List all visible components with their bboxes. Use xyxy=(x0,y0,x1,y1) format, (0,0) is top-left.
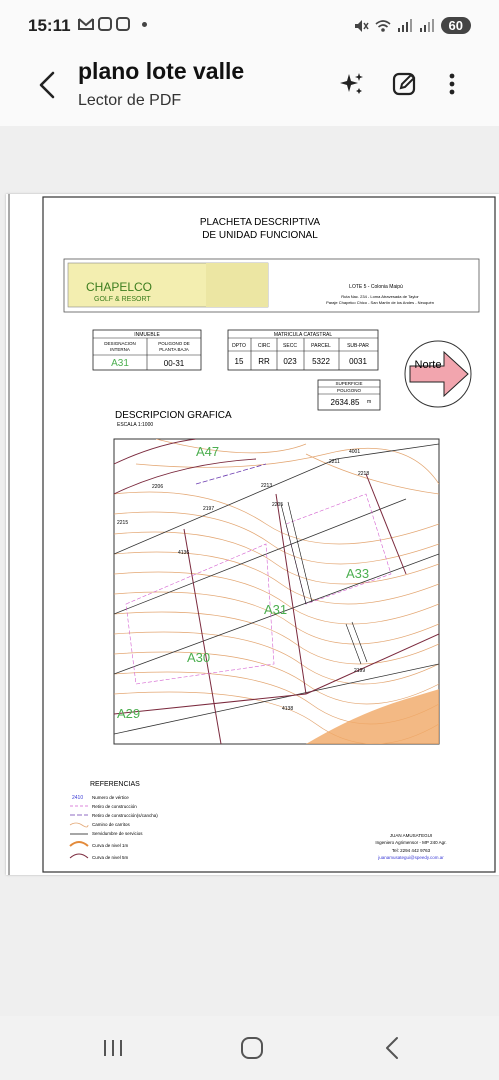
svg-text:POLIGONO DE: POLIGONO DE xyxy=(158,341,190,346)
signal-icon xyxy=(419,19,435,33)
superficie-value: 2634.85 xyxy=(330,398,360,407)
vertex-label: 2218 xyxy=(358,471,370,477)
clock: 15:11 xyxy=(28,16,71,35)
status-bar xyxy=(0,0,499,54)
plan-drawing xyxy=(6,194,499,875)
svg-text:SECC: SECC xyxy=(283,343,297,349)
svg-text:Curva de nivel 5m: Curva de nivel 5m xyxy=(92,855,129,860)
wifi-icon xyxy=(375,19,391,33)
svg-text:Retiro de construcción(s/canch: Retiro de construcción(s/cancha) xyxy=(92,813,158,818)
vertex-label: 4136 xyxy=(178,550,190,556)
vertex-label: 4001 xyxy=(349,449,361,455)
recent-apps-icon[interactable] xyxy=(93,1034,133,1062)
svg-text:RR: RR xyxy=(258,357,270,366)
vertex-label: 2205 xyxy=(272,502,284,508)
svg-text:Numero de vértice: Numero de vértice xyxy=(92,795,129,800)
svg-text:0031: 0031 xyxy=(349,357,367,366)
inmueble-polygon: 00-31 xyxy=(163,359,185,368)
ai-sparkle-icon[interactable] xyxy=(338,70,366,98)
nav-back-icon[interactable] xyxy=(372,1034,412,1062)
site-plan-map xyxy=(114,439,443,744)
vertex-label: 2199 xyxy=(354,668,366,674)
header-line2: DE UNIDAD FUNCIONAL xyxy=(202,230,318,241)
svg-text:Camino de carritos: Camino de carritos xyxy=(92,822,130,827)
legend xyxy=(70,795,158,860)
vertex-label: 2215 xyxy=(117,520,129,526)
svg-text:DPTO: DPTO xyxy=(232,343,246,349)
vertex-label: 2211 xyxy=(329,459,340,465)
svg-text:INTERNA: INTERNA xyxy=(110,347,130,352)
mute-icon xyxy=(353,18,369,34)
back-icon[interactable] xyxy=(36,70,58,100)
signature-name: JUAN AMUSATEGUI xyxy=(389,833,433,838)
svg-text:Retiro de construcción: Retiro de construcción xyxy=(92,804,137,809)
svg-text:2410: 2410 xyxy=(72,795,84,801)
refs-title: REFERENCIAS xyxy=(90,781,140,788)
lot-label: A47 xyxy=(196,444,220,459)
system-nav-bar xyxy=(0,1016,499,1080)
svg-text:Curva de nivel 1m: Curva de nivel 1m xyxy=(92,843,129,848)
app-bar xyxy=(0,54,499,127)
vertex-label: 2213 xyxy=(261,483,273,489)
edit-icon[interactable] xyxy=(391,70,419,98)
desc-title: DESCRIPCION GRAFICA xyxy=(115,410,232,421)
lot-title: LOTE 5 - Colonia Maipú xyxy=(349,284,403,290)
notification-icons xyxy=(78,17,147,31)
north-label: Norte xyxy=(414,359,442,371)
svg-text:CIRC: CIRC xyxy=(257,343,271,349)
svg-text:PARCEL: PARCEL xyxy=(311,343,331,349)
lot-label: A31 xyxy=(264,602,288,617)
inmueble-designation: A31 xyxy=(111,358,129,369)
lot-label: A30 xyxy=(187,650,211,665)
pdf-viewer[interactable] xyxy=(0,126,499,1016)
signal-icon xyxy=(397,19,413,33)
vertex-label: 4138 xyxy=(282,706,294,712)
svg-text:MATRICULA CATASTRAL: MATRICULA CATASTRAL xyxy=(273,332,333,338)
svg-text:5322: 5322 xyxy=(312,357,330,366)
vertex-label: 2206 xyxy=(152,484,164,490)
svg-text:DESIGNACION: DESIGNACION xyxy=(104,341,136,346)
svg-text:023: 023 xyxy=(283,357,297,366)
more-options-icon[interactable] xyxy=(438,70,466,98)
scale-label: ESCALA 1:1000 xyxy=(117,422,154,428)
svg-text:INMUEBLE: INMUEBLE xyxy=(134,332,160,338)
battery-indicator: 60 xyxy=(441,17,471,34)
north-arrow-icon xyxy=(405,341,471,407)
lot-addr2: Paraje Chapelco Chico - San Martín de los Andes - Neuquén xyxy=(326,300,434,305)
brand-sub: GOLF & RESORT xyxy=(94,296,151,303)
header-line1: PLACHETA DESCRIPTIVA xyxy=(199,217,321,228)
lot-label: A33 xyxy=(346,566,370,581)
svg-text:SUPERFICIE: SUPERFICIE xyxy=(335,381,363,386)
vertex-label: 2197 xyxy=(203,506,215,512)
svg-text:POLIGONO: POLIGONO xyxy=(336,388,362,393)
instagram-icon xyxy=(116,17,130,31)
signature-title: Ingeniero Agrimensor - MP 240 Agr. xyxy=(375,840,447,845)
document-title: plano lote valle xyxy=(78,58,245,84)
app-subtitle: Lector de PDF xyxy=(78,92,182,109)
gmail-icon xyxy=(78,17,94,31)
instagram-icon xyxy=(98,17,112,31)
status-indicators xyxy=(353,17,471,34)
lot-label: A29 xyxy=(117,706,141,721)
brand-main: CHAPELCO xyxy=(86,280,153,294)
home-icon[interactable] xyxy=(232,1034,272,1062)
signature-phone: Tel: 2294 442 9763 xyxy=(391,848,431,853)
lot-addr1: Ruta Nac. 234 - Loma Atravesada de Taylor xyxy=(341,294,419,299)
svg-text:Servidumbre de servicios: Servidumbre de servicios xyxy=(92,831,143,836)
svg-text:PLANTA BAJA: PLANTA BAJA xyxy=(159,347,189,352)
pdf-page[interactable] xyxy=(6,194,499,875)
svg-text:SUB-PAR: SUB-PAR xyxy=(347,343,369,349)
svg-text:m: m xyxy=(367,399,372,405)
more-notifications-icon xyxy=(142,22,147,27)
svg-text:15: 15 xyxy=(234,357,244,366)
signature-email: juanamusategui@speedy.com.ar xyxy=(378,855,444,860)
